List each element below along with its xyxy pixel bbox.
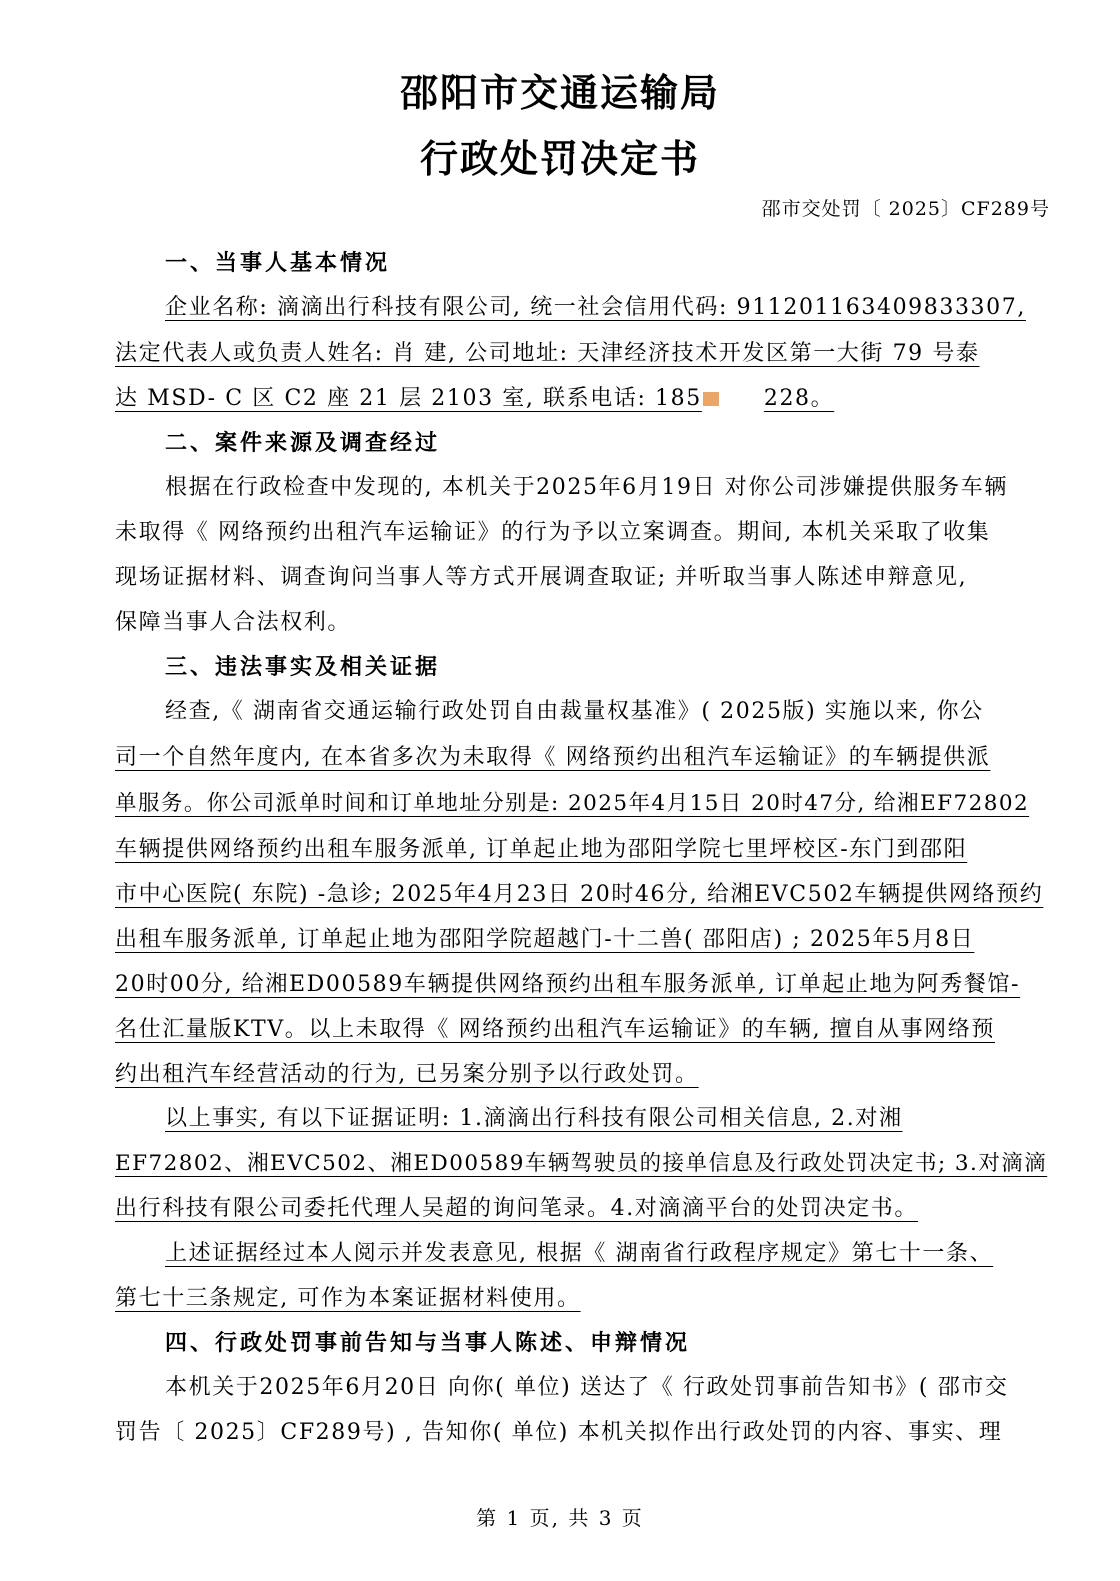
facts-line-6 bbox=[115, 922, 1050, 953]
section-4-heading: 四、行政处罚事前告知与当事人陈述、申辩情况 bbox=[165, 1331, 691, 1356]
facts-line-8 bbox=[115, 1012, 1050, 1043]
facts-text-4: 车辆提供网络预约出租车服务派单, 订单起止地为邵阳学院七里坪校区-东门到邵阳 bbox=[115, 837, 968, 862]
evidence-text-5: 第七十三条规定, 可作为本案证据材料使用。 bbox=[115, 1286, 581, 1311]
facts-text-5: 市中心医院( 东院) -急诊; 2025年4月23日 20时46分, 给湘EVC502车辆提供网络预约 bbox=[115, 882, 1044, 907]
evidence-line-3 bbox=[115, 1191, 1050, 1222]
facts-line-4 bbox=[115, 832, 1050, 863]
case-source-line-1: 根据在行政检查中发现的, 本机关于2025年6月19日 对你公司涉嫌提供服务车辆 bbox=[165, 475, 1008, 500]
notice-line-1: 本机关于2025年6月20日 向你( 单位) 送达了《 行政处罚事前告知书》( 邵市交 bbox=[165, 1375, 1009, 1400]
redaction-mark bbox=[703, 392, 719, 406]
case-source-line-4: 保障当事人合法权利。 bbox=[115, 610, 352, 635]
party-info-line-1 bbox=[165, 290, 1050, 321]
agency-title: 邵阳市交通运输局 bbox=[399, 71, 720, 115]
section-2-heading: 二、案件来源及调查经过 bbox=[165, 431, 441, 456]
document-title: 行政处罚决定书 bbox=[419, 137, 700, 181]
evidence-line-5 bbox=[115, 1281, 1050, 1312]
case-source-line-2: 未取得《 网络预约出租汽车运输证》的行为予以立案调查。期间, 本机关采取了收集 bbox=[115, 520, 991, 545]
facts-text-6: 出租车服务派单, 订单起止地为邵阳学院超越门-十二兽( 邵阳店) ; 2025年5月8日 bbox=[115, 927, 975, 952]
facts-line-9 bbox=[115, 1057, 1050, 1088]
case-source-line-3: 现场证据材料、调查询问当事人等方式开展调查取证; 并听取当事人陈述申辩意见, bbox=[115, 565, 968, 590]
party-info-line-3 bbox=[115, 381, 1050, 412]
facts-text-2: 司一个自然年度内, 在本省多次为未取得《 网络预约出租汽车运输证》的车辆提供派 bbox=[115, 745, 991, 770]
evidence-line-4 bbox=[165, 1236, 1050, 1267]
section-3-heading: 三、违法事实及相关证据 bbox=[165, 655, 441, 680]
party-info-text-1: 企业名称: 滴滴出行科技有限公司, 统一社会信用代码: 911201163409833307, bbox=[165, 295, 1026, 320]
facts-text-7: 20时00分, 给湘ED00589车辆提供网络预约出租车服务派单, 订单起止地为阿秀餐馆- bbox=[115, 972, 1021, 997]
party-info-text-2: 法定代表人或负责人姓名: 肖 建, 公司地址: 天津经济技术开发区第一大街 79 号泰 bbox=[115, 341, 980, 366]
evidence-line-1 bbox=[165, 1101, 1050, 1132]
facts-text-9: 约出租汽车经营活动的行为, 已另案分别予以行政处罚。 bbox=[115, 1062, 699, 1087]
evidence-text-3: 出行科技有限公司委托代理人吴超的询问笔录。4.对滴滴平台的处罚决定书。 bbox=[115, 1196, 918, 1221]
evidence-text-4: 上述证据经过本人阅示并发表意见, 根据《 湖南省行政程序规定》第七十一条、 bbox=[165, 1241, 994, 1266]
facts-text-3: 单服务。你公司派单时间和订单地址分别是: 2025年4月15日 20时47分, 给湘EF72802 bbox=[115, 791, 1030, 816]
evidence-text-1: 以上事实, 有以下证据证明: 1.滴滴出行科技有限公司相关信息, 2.对湘 bbox=[165, 1106, 903, 1131]
facts-line-1: 经查,《 湖南省交通运输行政处罚自由裁量权基准》( 2025版) 实施以来, 你公 bbox=[165, 699, 984, 724]
page-footer: 第 1 页, 共 3 页 bbox=[476, 1506, 644, 1530]
document-number: 邵市交处罚〔 2025〕CF289号 bbox=[761, 198, 1050, 220]
facts-line-7 bbox=[115, 967, 1050, 998]
facts-text-8: 名仕汇量版KTV。以上未取得《 网络预约出租汽车运输证》的车辆, 擅自从事网络预 bbox=[115, 1017, 995, 1042]
facts-line-3 bbox=[115, 786, 1050, 817]
evidence-line-2 bbox=[115, 1146, 1050, 1177]
section-1-heading: 一、当事人基本情况 bbox=[165, 251, 391, 276]
facts-line-5 bbox=[115, 877, 1050, 908]
facts-line-2 bbox=[115, 740, 1050, 771]
party-info-text-3b: 228。 bbox=[763, 386, 835, 411]
notice-line-2: 罚告〔 2025〕CF289号) , 告知你( 单位) 本机关拟作出行政处罚的内容、事实、理 bbox=[115, 1420, 1003, 1445]
evidence-text-2: EF72802、湘EVC502、湘ED00589车辆驾驶员的接单信息及行政处罚决定书; 3.对滴滴 bbox=[115, 1151, 1048, 1176]
party-info-text-3a: 达 MSD- C 区 C2 座 21 层 2103 室, 联系电话: 185 bbox=[115, 386, 702, 411]
party-info-line-2 bbox=[115, 336, 1050, 367]
